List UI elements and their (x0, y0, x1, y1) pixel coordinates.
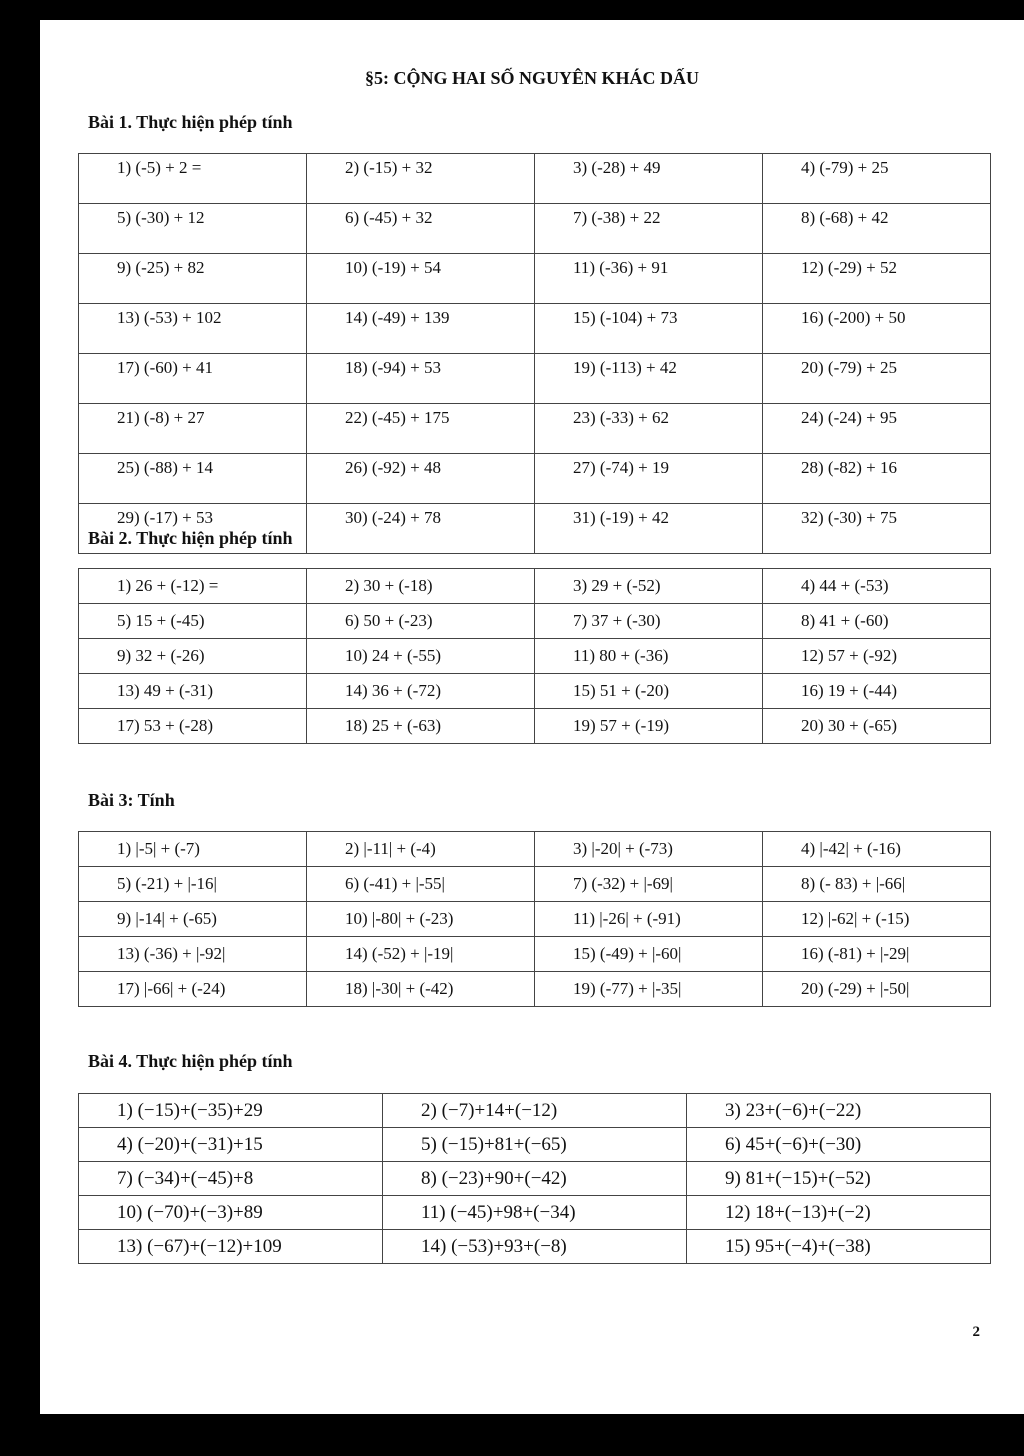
problem-cell: 3) |-20| + (-73) (535, 832, 763, 867)
table-row (79, 709, 991, 744)
problem-cell: 11) (−45)+98+(−34) (383, 1196, 687, 1230)
problem-cell: 14) (−53)+93+(−8) (383, 1230, 687, 1264)
problem-cell: 14) (-49) + 139 (307, 304, 535, 354)
problem-cell: 9) |-14| + (-65) (79, 902, 307, 937)
exercise4-heading: Bài 4. Thực hiện phép tính (88, 1051, 293, 1071)
table-row (79, 354, 991, 404)
problem-cell: 15) 51 + (-20) (535, 674, 763, 709)
table-row (79, 204, 991, 254)
problem-cell: 8) (- 83) + |-66| (763, 867, 991, 902)
problem-cell: 10) (−70)+(−3)+89 (79, 1196, 383, 1230)
exercise4-table (78, 1093, 991, 1264)
problem-cell: 24) (-24) + 95 (763, 404, 991, 454)
problem-cell: 15) (-49) + |-60| (535, 937, 763, 972)
problem-cell: 2) (−7)+14+(−12) (383, 1094, 687, 1128)
problem-cell: 16) 19 + (-44) (763, 674, 991, 709)
table-row (79, 902, 991, 937)
problem-cell: 20) (-29) + |-50| (763, 972, 991, 1007)
exercise2-table (78, 568, 991, 744)
problem-cell: 19) (-77) + |-35| (535, 972, 763, 1007)
problem-cell: 17) 53 + (-28) (79, 709, 307, 744)
problem-cell: 19) (-113) + 42 (535, 354, 763, 404)
table-row (79, 937, 991, 972)
table-row (79, 972, 991, 1007)
problem-cell: 4) 44 + (-53) (763, 569, 991, 604)
problem-cell: 5) (−15)+81+(−65) (383, 1128, 687, 1162)
problem-cell: 8) (−23)+90+(−42) (383, 1162, 687, 1196)
problem-cell: 16) (-200) + 50 (763, 304, 991, 354)
problem-cell: 12) |-62| + (-15) (763, 902, 991, 937)
problem-cell: 1) 26 + (-12) = (79, 569, 307, 604)
problem-cell: 7) 37 + (-30) (535, 604, 763, 639)
problem-cell: 29) (-17) + 53 (79, 504, 307, 554)
problem-cell: 6) (-45) + 32 (307, 204, 535, 254)
exercise2-heading: Bài 2. Thực hiện phép tính (88, 528, 293, 548)
problem-cell: 27) (-74) + 19 (535, 454, 763, 504)
problem-cell: 7) (-32) + |-69| (535, 867, 763, 902)
problem-cell: 2) |-11| + (-4) (307, 832, 535, 867)
table-row (79, 867, 991, 902)
problem-cell: 2) 30 + (-18) (307, 569, 535, 604)
problem-cell: 6) (-41) + |-55| (307, 867, 535, 902)
page-number: 2 (972, 1324, 980, 1340)
table-row (79, 454, 991, 504)
problem-cell: 11) (-36) + 91 (535, 254, 763, 304)
problem-cell: 10) (-19) + 54 (307, 254, 535, 304)
problem-cell: 6) 50 + (-23) (307, 604, 535, 639)
table-row (79, 304, 991, 354)
problem-cell: 10) |-80| + (-23) (307, 902, 535, 937)
problem-cell: 19) 57 + (-19) (535, 709, 763, 744)
problem-cell: 13) (−67)+(−12)+109 (79, 1230, 383, 1264)
table-row (79, 1230, 991, 1264)
problem-cell: 3) 23+(−6)+(−22) (687, 1094, 991, 1128)
table-row (79, 1128, 991, 1162)
problem-cell: 2) (-15) + 32 (307, 154, 535, 204)
problem-cell: 30) (-24) + 78 (307, 504, 535, 554)
problem-cell: 3) 29 + (-52) (535, 569, 763, 604)
problem-cell: 6) 45+(−6)+(−30) (687, 1128, 991, 1162)
table-row (79, 1196, 991, 1230)
page-title: §5: CỘNG HAI SỐ NGUYÊN KHÁC DẤU (364, 68, 699, 88)
problem-cell: 13) (-36) + |-92| (79, 937, 307, 972)
problem-cell: 25) (-88) + 14 (79, 454, 307, 504)
problem-cell: 9) 81+(−15)+(−52) (687, 1162, 991, 1196)
problem-cell: 14) 36 + (-72) (307, 674, 535, 709)
problem-cell: 23) (-33) + 62 (535, 404, 763, 454)
problem-cell: 18) 25 + (-63) (307, 709, 535, 744)
problem-cell: 22) (-45) + 175 (307, 404, 535, 454)
problem-cell: 10) 24 + (-55) (307, 639, 535, 674)
table-row (79, 1162, 991, 1196)
problem-cell: 18) |-30| + (-42) (307, 972, 535, 1007)
problem-cell: 17) |-66| + (-24) (79, 972, 307, 1007)
table-row (79, 604, 991, 639)
table-row (79, 832, 991, 867)
problem-cell: 28) (-82) + 16 (763, 454, 991, 504)
problem-cell: 20) (-79) + 25 (763, 354, 991, 404)
problem-cell: 32) (-30) + 75 (763, 504, 991, 554)
problem-cell: 12) (-29) + 52 (763, 254, 991, 304)
problem-cell: 26) (-92) + 48 (307, 454, 535, 504)
problem-cell: 21) (-8) + 27 (79, 404, 307, 454)
problem-cell: 7) (-38) + 22 (535, 204, 763, 254)
table-row (79, 1094, 991, 1128)
problem-cell: 7) (−34)+(−45)+8 (79, 1162, 383, 1196)
worksheet-page (40, 20, 1024, 1414)
problem-cell: 17) (-60) + 41 (79, 354, 307, 404)
problem-cell: 5) (-21) + |-16| (79, 867, 307, 902)
problem-cell: 20) 30 + (-65) (763, 709, 991, 744)
problem-cell: 11) 80 + (-36) (535, 639, 763, 674)
problem-cell: 8) (-68) + 42 (763, 204, 991, 254)
problem-cell: 5) (-30) + 12 (79, 204, 307, 254)
table-row (79, 639, 991, 674)
problem-cell: 18) (-94) + 53 (307, 354, 535, 404)
problem-cell: 14) (-52) + |-19| (307, 937, 535, 972)
table-row (79, 154, 991, 204)
table-row (79, 404, 991, 454)
problem-cell: 11) |-26| + (-91) (535, 902, 763, 937)
problem-cell: 4) |-42| + (-16) (763, 832, 991, 867)
problem-cell: 4) (−20)+(−31)+15 (79, 1128, 383, 1162)
problem-cell: 9) 32 + (-26) (79, 639, 307, 674)
problem-cell: 9) (-25) + 82 (79, 254, 307, 304)
problem-cell: 12) 57 + (-92) (763, 639, 991, 674)
table-row (79, 674, 991, 709)
table-row (79, 254, 991, 304)
exercise1-heading: Bài 1. Thực hiện phép tính (88, 112, 293, 132)
problem-cell: 16) (-81) + |-29| (763, 937, 991, 972)
problem-cell: 1) (−15)+(−35)+29 (79, 1094, 383, 1128)
problem-cell: 15) 95+(−4)+(−38) (687, 1230, 991, 1264)
problem-cell: 1) |-5| + (-7) (79, 832, 307, 867)
problem-cell: 3) (-28) + 49 (535, 154, 763, 204)
problem-cell: 31) (-19) + 42 (535, 504, 763, 554)
problem-cell: 8) 41 + (-60) (763, 604, 991, 639)
problem-cell: 5) 15 + (-45) (79, 604, 307, 639)
problem-cell: 13) 49 + (-31) (79, 674, 307, 709)
problem-cell: 15) (-104) + 73 (535, 304, 763, 354)
problem-cell: 1) (-5) + 2 = (79, 154, 307, 204)
problem-cell: 12) 18+(−13)+(−2) (687, 1196, 991, 1230)
problem-cell: 13) (-53) + 102 (79, 304, 307, 354)
table-row (79, 569, 991, 604)
exercise3-heading: Bài 3: Tính (88, 790, 175, 810)
exercise1-table (78, 153, 991, 554)
exercise3-table (78, 831, 991, 1007)
problem-cell: 4) (-79) + 25 (763, 154, 991, 204)
